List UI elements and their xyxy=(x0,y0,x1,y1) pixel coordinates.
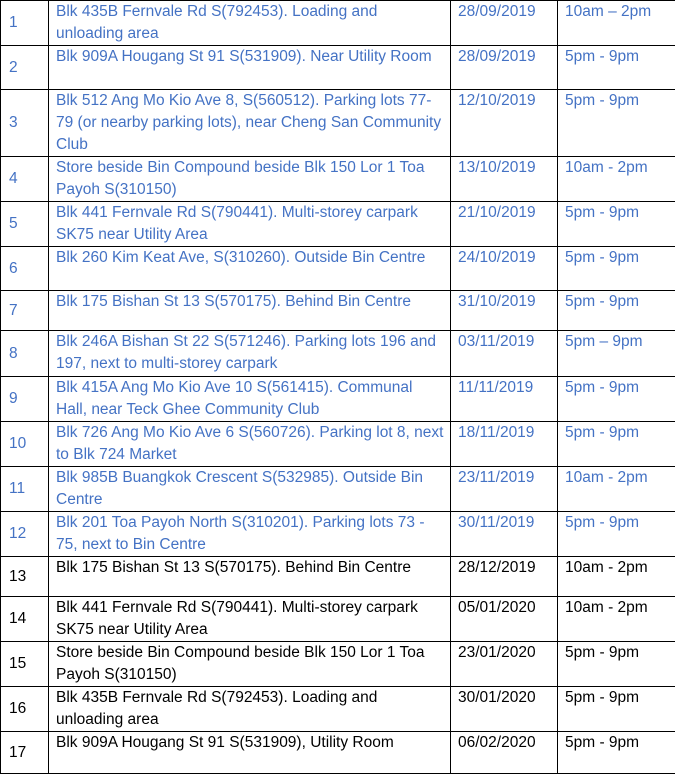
location-cell xyxy=(49,291,451,331)
table-row xyxy=(1,90,675,157)
row-number xyxy=(1,687,49,732)
row-number-text: 16 xyxy=(9,700,26,717)
time-cell-text: 5pm - 9pm xyxy=(565,249,639,266)
row-number-text: 17 xyxy=(9,744,26,761)
date-cell xyxy=(451,377,558,422)
row-number xyxy=(1,732,49,774)
location-cell-text: Blk 415A Ang Mo Kio Ave 10 S(561415). Communal Hall, near Teck Ghee Community Club xyxy=(56,379,412,418)
row-number-text: 14 xyxy=(9,610,26,627)
location-cell-text: Blk 985B Buangkok Crescent S(532985). Outside Bin Centre xyxy=(56,469,423,508)
row-number xyxy=(1,90,49,157)
table-row xyxy=(1,687,675,732)
location-cell-text: Blk 246A Bishan St 22 S(571246). Parking lots 196 and 197, next to multi-storey carpark xyxy=(56,333,436,372)
row-number xyxy=(1,512,49,557)
time-cell xyxy=(558,377,675,422)
date-cell-text: 05/01/2020 xyxy=(458,599,536,616)
date-cell xyxy=(451,557,558,597)
time-cell xyxy=(558,422,675,467)
date-cell xyxy=(451,642,558,687)
row-number-text: 6 xyxy=(9,260,18,277)
time-cell xyxy=(558,642,675,687)
row-number-text: 12 xyxy=(9,525,26,542)
table-row xyxy=(1,467,675,512)
location-cell-text: Blk 435B Fernvale Rd S(792453). Loading and unloading area xyxy=(56,3,377,42)
table-row xyxy=(1,597,675,642)
time-cell xyxy=(558,90,675,157)
location-cell-text: Store beside Bin Compound beside Blk 150 Lor 1 Toa Payoh S(310150) xyxy=(56,159,425,198)
row-number xyxy=(1,157,49,202)
row-number-text: 9 xyxy=(9,390,18,407)
time-cell xyxy=(558,202,675,247)
date-cell-text: 03/11/2019 xyxy=(458,333,534,350)
location-cell-text: Blk 201 Toa Payoh North S(310201). Parking lots 73 - 75, next to Bin Centre xyxy=(56,514,424,553)
date-cell xyxy=(451,597,558,642)
table-row xyxy=(1,512,675,557)
table-row xyxy=(1,331,675,377)
date-cell-text: 06/02/2020 xyxy=(458,734,536,751)
row-number xyxy=(1,642,49,687)
date-cell xyxy=(451,331,558,377)
date-cell xyxy=(451,732,558,774)
time-cell-text: 10am - 2pm xyxy=(565,469,648,486)
location-cell-text: Blk 441 Fernvale Rd S(790441). Multi-storey carpark SK75 near Utility Area xyxy=(56,599,418,638)
row-number-text: 10 xyxy=(9,435,26,452)
schedule-table-body xyxy=(1,1,675,774)
date-cell xyxy=(451,247,558,291)
location-cell xyxy=(49,90,451,157)
time-cell xyxy=(558,1,675,46)
time-cell xyxy=(558,46,675,90)
table-row xyxy=(1,1,675,46)
location-cell-text: Blk 175 Bishan St 13 S(570175). Behind Bin Centre xyxy=(56,559,411,576)
date-cell xyxy=(451,157,558,202)
row-number-text: 5 xyxy=(9,215,18,232)
date-cell-text: 21/10/2019 xyxy=(458,204,536,221)
row-number xyxy=(1,291,49,331)
time-cell-text: 5pm - 9pm xyxy=(565,514,639,531)
time-cell-text: 5pm - 9pm xyxy=(565,204,639,221)
row-number xyxy=(1,422,49,467)
date-cell-text: 30/01/2020 xyxy=(458,689,536,706)
location-cell xyxy=(49,202,451,247)
time-cell xyxy=(558,331,675,377)
location-cell xyxy=(49,247,451,291)
time-cell-text: 10am – 2pm xyxy=(565,3,651,20)
row-number xyxy=(1,597,49,642)
date-cell xyxy=(451,1,558,46)
location-cell xyxy=(49,331,451,377)
row-number xyxy=(1,247,49,291)
date-cell-text: 31/10/2019 xyxy=(458,293,536,310)
location-cell-text: Blk 726 Ang Mo Kio Ave 6 S(560726). Parking lot 8, next to Blk 724 Market xyxy=(56,424,443,463)
date-cell xyxy=(451,46,558,90)
table-row xyxy=(1,557,675,597)
table-row xyxy=(1,291,675,331)
row-number-text: 7 xyxy=(9,302,18,319)
time-cell xyxy=(558,247,675,291)
time-cell-text: 5pm - 9pm xyxy=(565,293,639,310)
row-number xyxy=(1,202,49,247)
location-cell xyxy=(49,642,451,687)
date-cell-text: 28/12/2019 xyxy=(458,559,536,576)
date-cell-text: 28/09/2019 xyxy=(458,3,536,20)
time-cell xyxy=(558,157,675,202)
location-cell-text: Blk 435B Fernvale Rd S(792453). Loading and unloading area xyxy=(56,689,377,728)
row-number-text: 1 xyxy=(9,14,18,31)
date-cell-text: 30/11/2019 xyxy=(458,514,534,531)
location-cell-text: Blk 260 Kim Keat Ave, S(310260). Outside Bin Centre xyxy=(56,249,425,266)
time-cell-text: 10am - 2pm xyxy=(565,559,648,576)
date-cell xyxy=(451,467,558,512)
location-cell-text: Blk 909A Hougang St 91 S(531909). Near Utility Room xyxy=(56,48,432,65)
location-cell xyxy=(49,687,451,732)
location-cell-text: Blk 175 Bishan St 13 S(570175). Behind Bin Centre xyxy=(56,293,411,310)
table-row xyxy=(1,46,675,90)
time-cell xyxy=(558,291,675,331)
time-cell-text: 5pm - 9pm xyxy=(565,689,639,706)
time-cell xyxy=(558,467,675,512)
date-cell xyxy=(451,422,558,467)
table-row xyxy=(1,642,675,687)
row-number-text: 3 xyxy=(9,114,18,131)
date-cell-text: 18/11/2019 xyxy=(458,424,534,441)
date-cell xyxy=(451,512,558,557)
location-cell xyxy=(49,157,451,202)
table-row xyxy=(1,247,675,291)
row-number-text: 15 xyxy=(9,655,26,672)
row-number-text: 4 xyxy=(9,170,18,187)
date-cell-text: 11/11/2019 xyxy=(458,379,533,396)
time-cell-text: 5pm - 9pm xyxy=(565,48,639,65)
date-cell-text: 28/09/2019 xyxy=(458,48,536,65)
location-cell xyxy=(49,732,451,774)
row-number-text: 2 xyxy=(9,59,18,76)
time-cell xyxy=(558,512,675,557)
row-number-text: 11 xyxy=(9,480,25,497)
row-number-text: 13 xyxy=(9,568,26,585)
time-cell xyxy=(558,687,675,732)
date-cell xyxy=(451,687,558,732)
date-cell xyxy=(451,90,558,157)
time-cell xyxy=(558,732,675,774)
date-cell-text: 23/01/2020 xyxy=(458,644,536,661)
row-number xyxy=(1,46,49,90)
time-cell-text: 5pm - 9pm xyxy=(565,379,639,396)
row-number xyxy=(1,467,49,512)
table-row xyxy=(1,377,675,422)
row-number xyxy=(1,557,49,597)
time-cell-text: 10am - 2pm xyxy=(565,159,648,176)
location-cell-text: Store beside Bin Compound beside Blk 150 Lor 1 Toa Payoh S(310150) xyxy=(56,644,425,683)
date-cell xyxy=(451,291,558,331)
table-row xyxy=(1,157,675,202)
location-cell xyxy=(49,597,451,642)
date-cell xyxy=(451,202,558,247)
time-cell xyxy=(558,557,675,597)
date-cell-text: 24/10/2019 xyxy=(458,249,536,266)
time-cell-text: 5pm - 9pm xyxy=(565,424,639,441)
time-cell xyxy=(558,597,675,642)
time-cell-text: 10am - 2pm xyxy=(565,599,648,616)
location-cell xyxy=(49,557,451,597)
table-row xyxy=(1,202,675,247)
time-cell-text: 5pm - 9pm xyxy=(565,644,639,661)
time-cell-text: 5pm - 9pm xyxy=(565,92,639,109)
location-cell xyxy=(49,377,451,422)
location-cell xyxy=(49,46,451,90)
row-number xyxy=(1,377,49,422)
location-cell xyxy=(49,467,451,512)
location-cell-text: Blk 909A Hougang St 91 S(531909), Utility Room xyxy=(56,734,394,751)
time-cell-text: 5pm – 9pm xyxy=(565,333,643,350)
location-cell xyxy=(49,422,451,467)
location-cell-text: Blk 441 Fernvale Rd S(790441). Multi-storey carpark SK75 near Utility Area xyxy=(56,204,418,243)
table-row xyxy=(1,732,675,774)
location-cell xyxy=(49,1,451,46)
row-number xyxy=(1,331,49,377)
time-cell-text: 5pm - 9pm xyxy=(565,734,639,751)
date-cell-text: 12/10/2019 xyxy=(458,92,536,109)
table-row xyxy=(1,422,675,467)
location-cell xyxy=(49,512,451,557)
date-cell-text: 23/11/2019 xyxy=(458,469,534,486)
date-cell-text: 13/10/2019 xyxy=(458,159,536,176)
row-number xyxy=(1,1,49,46)
row-number-text: 8 xyxy=(9,345,18,362)
location-cell-text: Blk 512 Ang Mo Kio Ave 8, S(560512). Parking lots 77-79 (or nearby parking lots), near Cheng San Community Club xyxy=(56,92,441,153)
